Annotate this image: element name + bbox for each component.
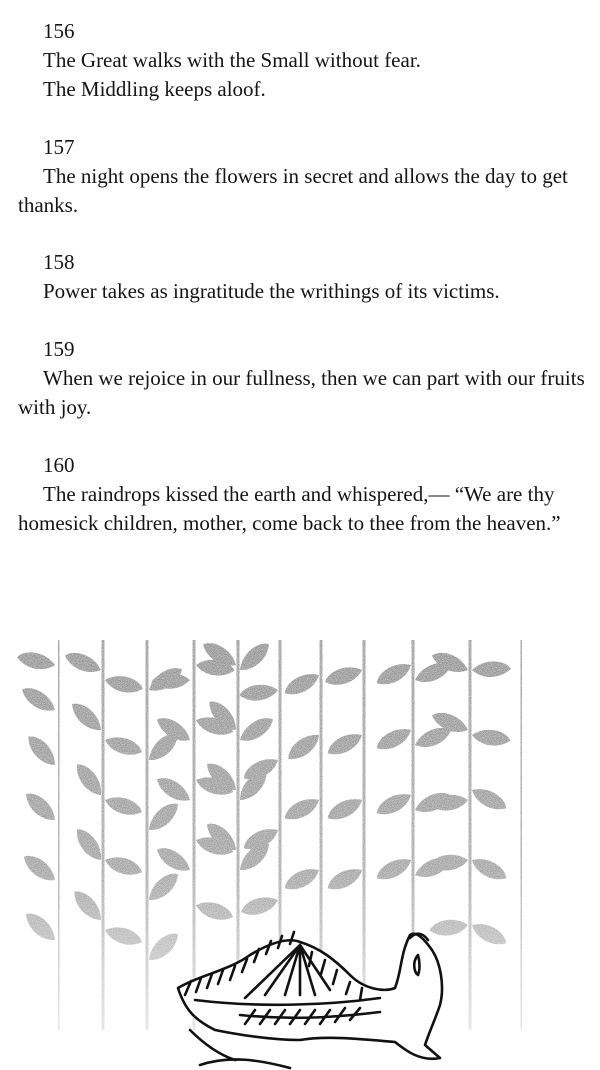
verse-text: When we rejoice in our fullness, then we can part with our fruits with joy. <box>18 366 585 419</box>
verse-160 <box>18 451 588 538</box>
verse-number: 156 <box>43 19 75 43</box>
verse-text: The raindrops kissed the earth and whispered,— “We are thy homesick children, mother, come back to thee from the heaven.” <box>18 482 561 535</box>
verse-157 <box>18 133 588 220</box>
verse-number: 160 <box>43 453 75 477</box>
tortoise <box>178 932 442 1068</box>
verse-text: Power takes as ingratitude the writhings of its victims. <box>43 279 500 303</box>
verse-line: The Great walks with the Small without fear. <box>43 48 421 72</box>
verse-text: The night opens the flowers in secret and allows the day to get thanks. <box>18 164 568 217</box>
verse-158 <box>18 248 588 306</box>
verse-line: The Middling keeps aloof. <box>43 77 266 101</box>
verse-number: 158 <box>43 250 75 274</box>
verse-156 <box>18 17 588 104</box>
verse-159 <box>18 335 588 422</box>
verse-number: 159 <box>43 337 75 361</box>
tortoise-illustration <box>0 625 600 1070</box>
verse-number: 157 <box>43 135 75 159</box>
